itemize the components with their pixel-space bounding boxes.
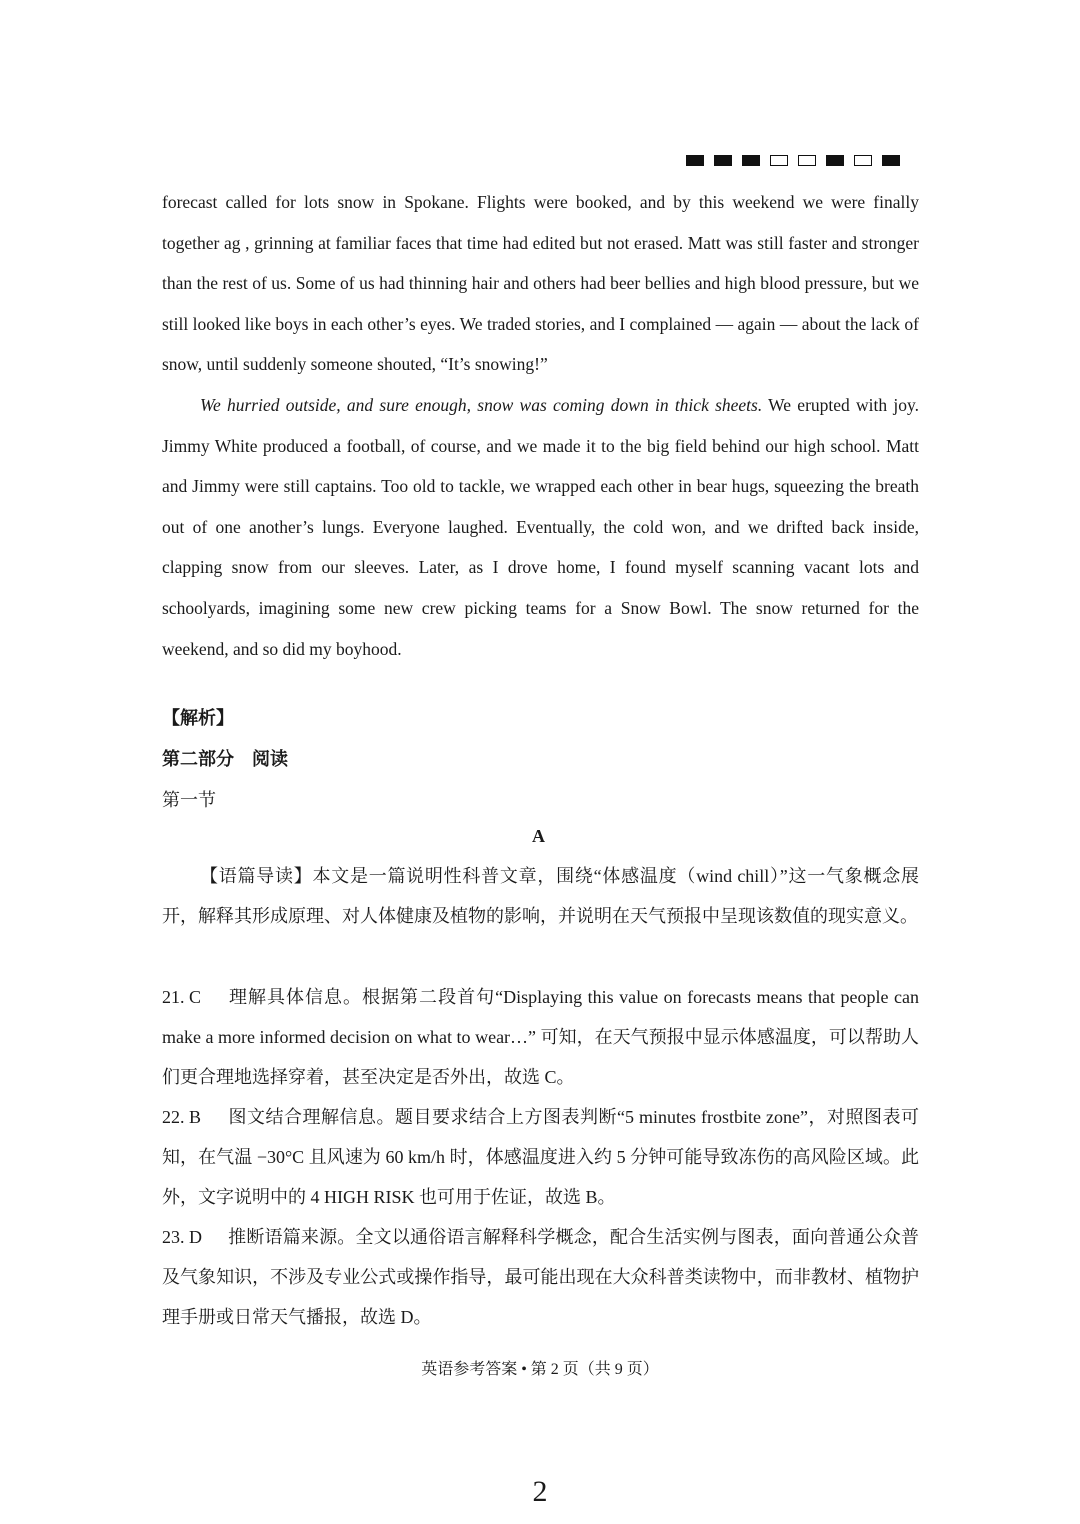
page-number: 2 [532,1475,548,1508]
question-22 [162,1097,919,1217]
question-explanation: 图文结合理解信息。题目要求结合上方图表判断“5 minutes frostbite zone”，对照图表可知，在气温 −30°C 且风速为 60 km/h 时，体感温度进入约 5 分钟可能导致冻伤的高风险区域。此外，文字说明中的 4 HIGH RISK 也可用于佐证，故选 B。 [162,1107,919,1207]
header-mark [686,155,704,166]
question-explanation: 推断语篇来源。全文以通俗语言解释科学概念，配合生活实例与图表，面向普通公众普及气象知识，不涉及专业公式或操作指导，最可能出现在大众科普类读物中，而非教材、植物护理手册或日常天气播报，故选 D。 [162,1227,919,1327]
italic-sentence: We hurried outside, and sure enough, snow was coming down in thick sheets. [200,394,763,415]
question-number: 22. B [162,1107,202,1127]
header-mark [826,155,844,166]
analysis-heading: 【解析】 [162,708,234,728]
question-number: 21. C [162,987,202,1007]
paragraph-2-rest: We erupted with joy. Jimmy White produced a football, of course, and we made it to the big field behind our high school. Matt and Jimmy were still captains. Too old to tackle, we wrapped each other in bear hugs, squeezing the breath out of one another’s lungs. Everyone laughed. Eventually, the cold won, and we drifted back inside, clapping snow from our sleeves. Later, as I drove home, I found myself scanning vacant lots and schoolyards, imagining some new crew picking teams for a Snow Bowl. The snow returned for the weekend, and so did my boyhood. [162,394,919,659]
passage-paragraph-2 [162,385,919,669]
header-mark [798,155,816,166]
header-mark [882,155,900,166]
section-heading: 第一节 [162,790,216,810]
question-23 [162,1217,919,1337]
header-mark [770,155,788,166]
part-heading: 第二部分 阅读 [162,749,288,769]
reading-passage [162,182,919,669]
header-marks [686,155,900,166]
passage-label: A [532,826,545,846]
question-explanation: 理解具体信息。根据第二段首句“Displaying this value on forecasts means that people can make a more informed decision on what to wear…” 可知，在天气预报中显示体感温度，可以帮助人们更合理地选择穿着，甚至决定是否外出，故选 C。 [162,987,919,1087]
passage-paragraph-1: forecast called for lots snow in Spokane. Flights were booked, and by this weekend we were finally together ag , grinning at familiar faces that time had edited but not erased. Matt was still faster and stronger than the rest of us. Some of us had thinning hair and others had beer bellies and high blood pressure, but we still looked like boys in each other’s eyes. We traded stories, and I complained — again — about the lack of snow, until suddenly someone shouted, “It’s snowing!” [162,192,919,375]
question-21 [162,977,919,1097]
passage-guide: 【语篇导读】本文是一篇说明性科普文章，围绕“体感温度（wind chill）”这一气象概念展开，解释其形成原理、对人体健康及植物的影响，并说明在天气预报中呈现该数值的现实意义。 [162,866,919,926]
header-mark [714,155,732,166]
page-footer: 英语参考答案 • 第 2 页（共 9 页） [421,1361,659,1378]
header-mark [854,155,872,166]
header-mark [742,155,760,166]
question-number: 23. D [162,1227,202,1247]
